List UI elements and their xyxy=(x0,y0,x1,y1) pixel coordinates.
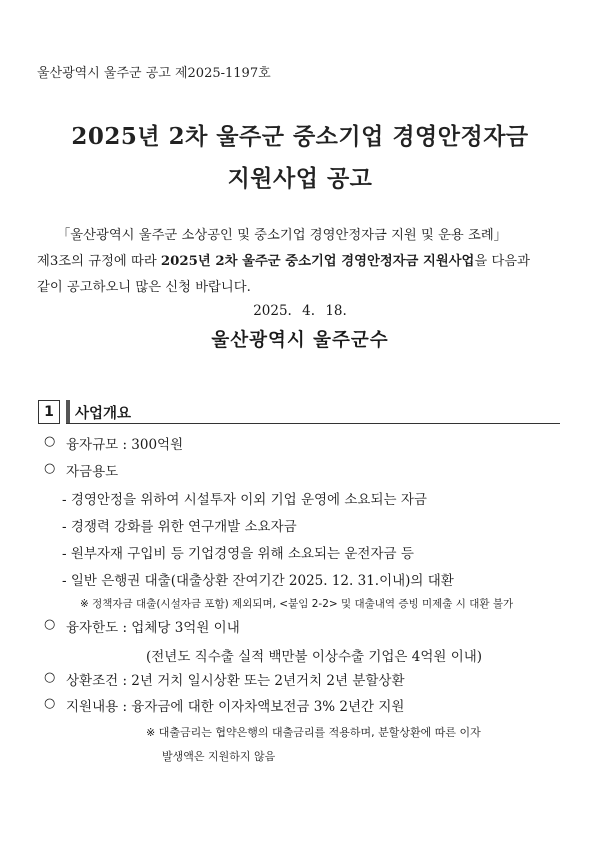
item-loan-scale: 융자규모 : 300억원 xyxy=(66,437,184,453)
intro-line2-post: 을 다음과 xyxy=(474,254,530,269)
issuer-name: 울산광역시 울주군수 xyxy=(211,330,389,351)
intro-line2 xyxy=(37,249,530,275)
document-title-line2: 지원사업 공고 xyxy=(227,165,373,192)
notice-date: 2025. 4. 18. xyxy=(253,303,347,319)
usage-item-4: - 일반 은행권 대출(대출상환 잔여기간 2025. 12. 31.이내)의 대환 xyxy=(62,573,454,589)
item-repayment: 상환조건 : 2년 거치 일시상환 또는 2년거치 2년 분할상환 xyxy=(66,673,405,689)
document-title-line1: 2025년 2차 울주군 중소기업 경영안정자금 xyxy=(71,123,529,150)
item-support: 지원내용 : 융자금에 대한 이자차액보전금 3% 2년간 지원 xyxy=(66,699,405,715)
bullet-icon: ○ xyxy=(44,670,56,685)
usage-note: ※ 정책자금 대출(시설자금 포함) 제외되며, <붙임 2-2> 및 대출내역 증빙 미제출 시 대환 불가 xyxy=(80,598,514,610)
intro-line2-bold: 2025년 2차 울주군 중소기업 경영안정자금 지원사업 xyxy=(160,254,475,269)
bullet-icon: ○ xyxy=(44,696,56,711)
bullet-icon: ○ xyxy=(44,434,56,449)
section-title-accent xyxy=(66,400,70,423)
section-title-bar xyxy=(66,400,560,424)
support-note-line2: 발생액은 지원하지 않음 xyxy=(162,750,276,763)
loan-limit-note: (전년도 직수출 실적 백만불 이상수출 기업은 4억원 이내) xyxy=(146,649,483,665)
usage-item-2: - 경쟁력 강화를 위한 연구개발 소요자금 xyxy=(62,519,297,535)
bullet-icon: ○ xyxy=(44,461,56,476)
item-fund-usage: 자금용도 xyxy=(66,464,119,480)
support-note-line1: ※ 대출금리는 협약은행의 대출금리를 적용하며, 분할상환에 따른 이자 xyxy=(146,726,481,739)
intro-line2-pre: 제3조의 규정에 따라 xyxy=(37,254,161,269)
intro-line3: 같이 공고하오니 많은 신청 바랍니다. xyxy=(37,280,251,295)
usage-item-3: - 원부자재 구입비 등 기업경영을 위해 소요되는 운전자금 등 xyxy=(62,546,414,562)
intro-line1: 「울산광역시 울주군 소상공인 및 중소기업 경영안정자금 지원 및 운용 조례」 xyxy=(57,228,507,243)
bullet-icon: ○ xyxy=(44,617,56,632)
section-number-box: 1 xyxy=(38,400,60,424)
usage-item-1: - 경영안정을 위하여 시설투자 이외 기업 운영에 소요되는 자금 xyxy=(62,492,427,508)
section-title: 사업개요 xyxy=(75,406,132,422)
notice-number: 울산광역시 울주군 공고 제2025-1197호 xyxy=(37,66,271,81)
item-loan-limit: 융자한도 : 업체당 3억원 이내 xyxy=(66,620,240,636)
